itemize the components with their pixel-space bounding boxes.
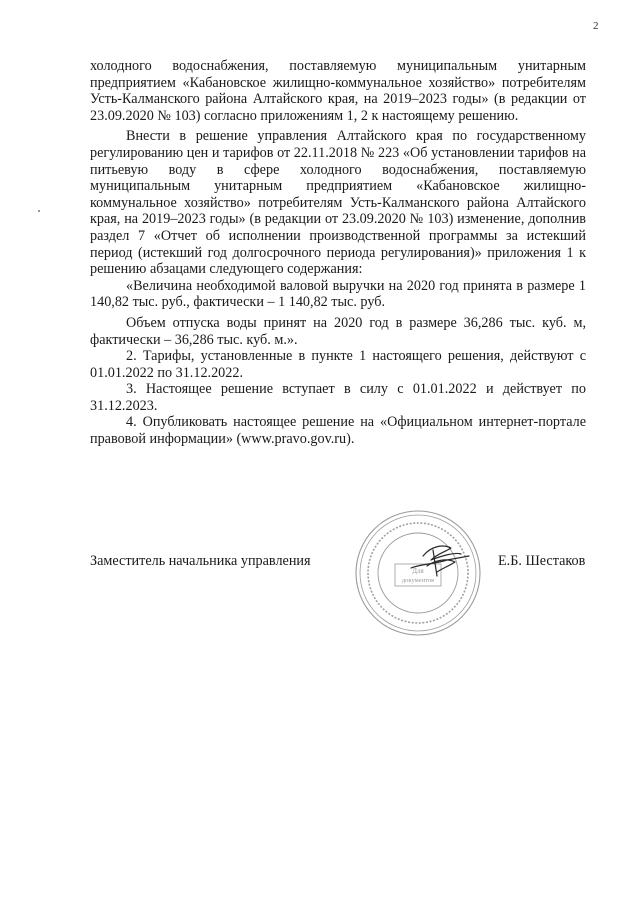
- signer-name: Е.Б. Шестаков: [498, 553, 586, 569]
- signer-position: Заместитель начальника управления: [90, 553, 311, 569]
- page-number: 2: [593, 20, 599, 32]
- stamp-inner-text-1: Для: [412, 567, 424, 575]
- margin-speck: [38, 210, 40, 212]
- paragraph-item-3: 3. Настоящее решение вступает в силу с 01.01.2022 и действует по 31.12.2023.: [90, 381, 586, 414]
- paragraph-amendment: Внести в решение управления Алтайского края по государственному регулированию цен и тарифов от 22.11.2018 № 223 «Об установлении тарифов на питьевую воду в сфере холодного водоснабжения, поставляемую муниципальным унитарным предприятием «Кабановское жилищно-коммунальное хозяйство» потребителям Усть-Калманского района Алтайского края, на 2019–2023 годы» (в редакции от 23.09.2020 № 103) изменение, дополнив раздел 7 «Отчет об исполнении производственной программы за истекший период (истекший год долгосрочного периода регулирования)» приложения 1 к решению абзацами следующего содержания:: [90, 128, 586, 278]
- paragraph-water-volume: Объем отпуска воды принят на 2020 год в размере 36,286 тыс. куб. м, фактически – 36,286 тыс. куб. м.».: [90, 314, 586, 348]
- stamp-inner-text-2: документов: [401, 577, 435, 584]
- document-body: [90, 58, 586, 448]
- paragraph-item-4: 4. Опубликовать настоящее решение на «Официальном интернет-портале правовой информации» (www.pravo.gov.ru).: [90, 414, 586, 448]
- paragraph-revenue: «Величина необходимой валовой выручки на 2020 год принята в размере 1 140,82 тыс. руб., фактически – 1 140,82 тыс. руб.: [90, 277, 586, 311]
- official-stamp-with-signature: [351, 506, 486, 641]
- paragraph-item-2: 2. Тарифы, установленные в пункте 1 настоящего решения, действуют с 01.01.2022 по 31.12.2022.: [90, 348, 586, 381]
- paragraph-continuation: холодного водоснабжения, поставляемую муниципальным унитарным предприятием «Кабановское жилищно-коммунальное хозяйство» потребителям Усть-Калманского района Алтайского края, на 2019–2023 годы» (в редакции от 23.09.2020 № 103) согласно приложениям 1, 2 к настоящему решению.: [90, 58, 586, 124]
